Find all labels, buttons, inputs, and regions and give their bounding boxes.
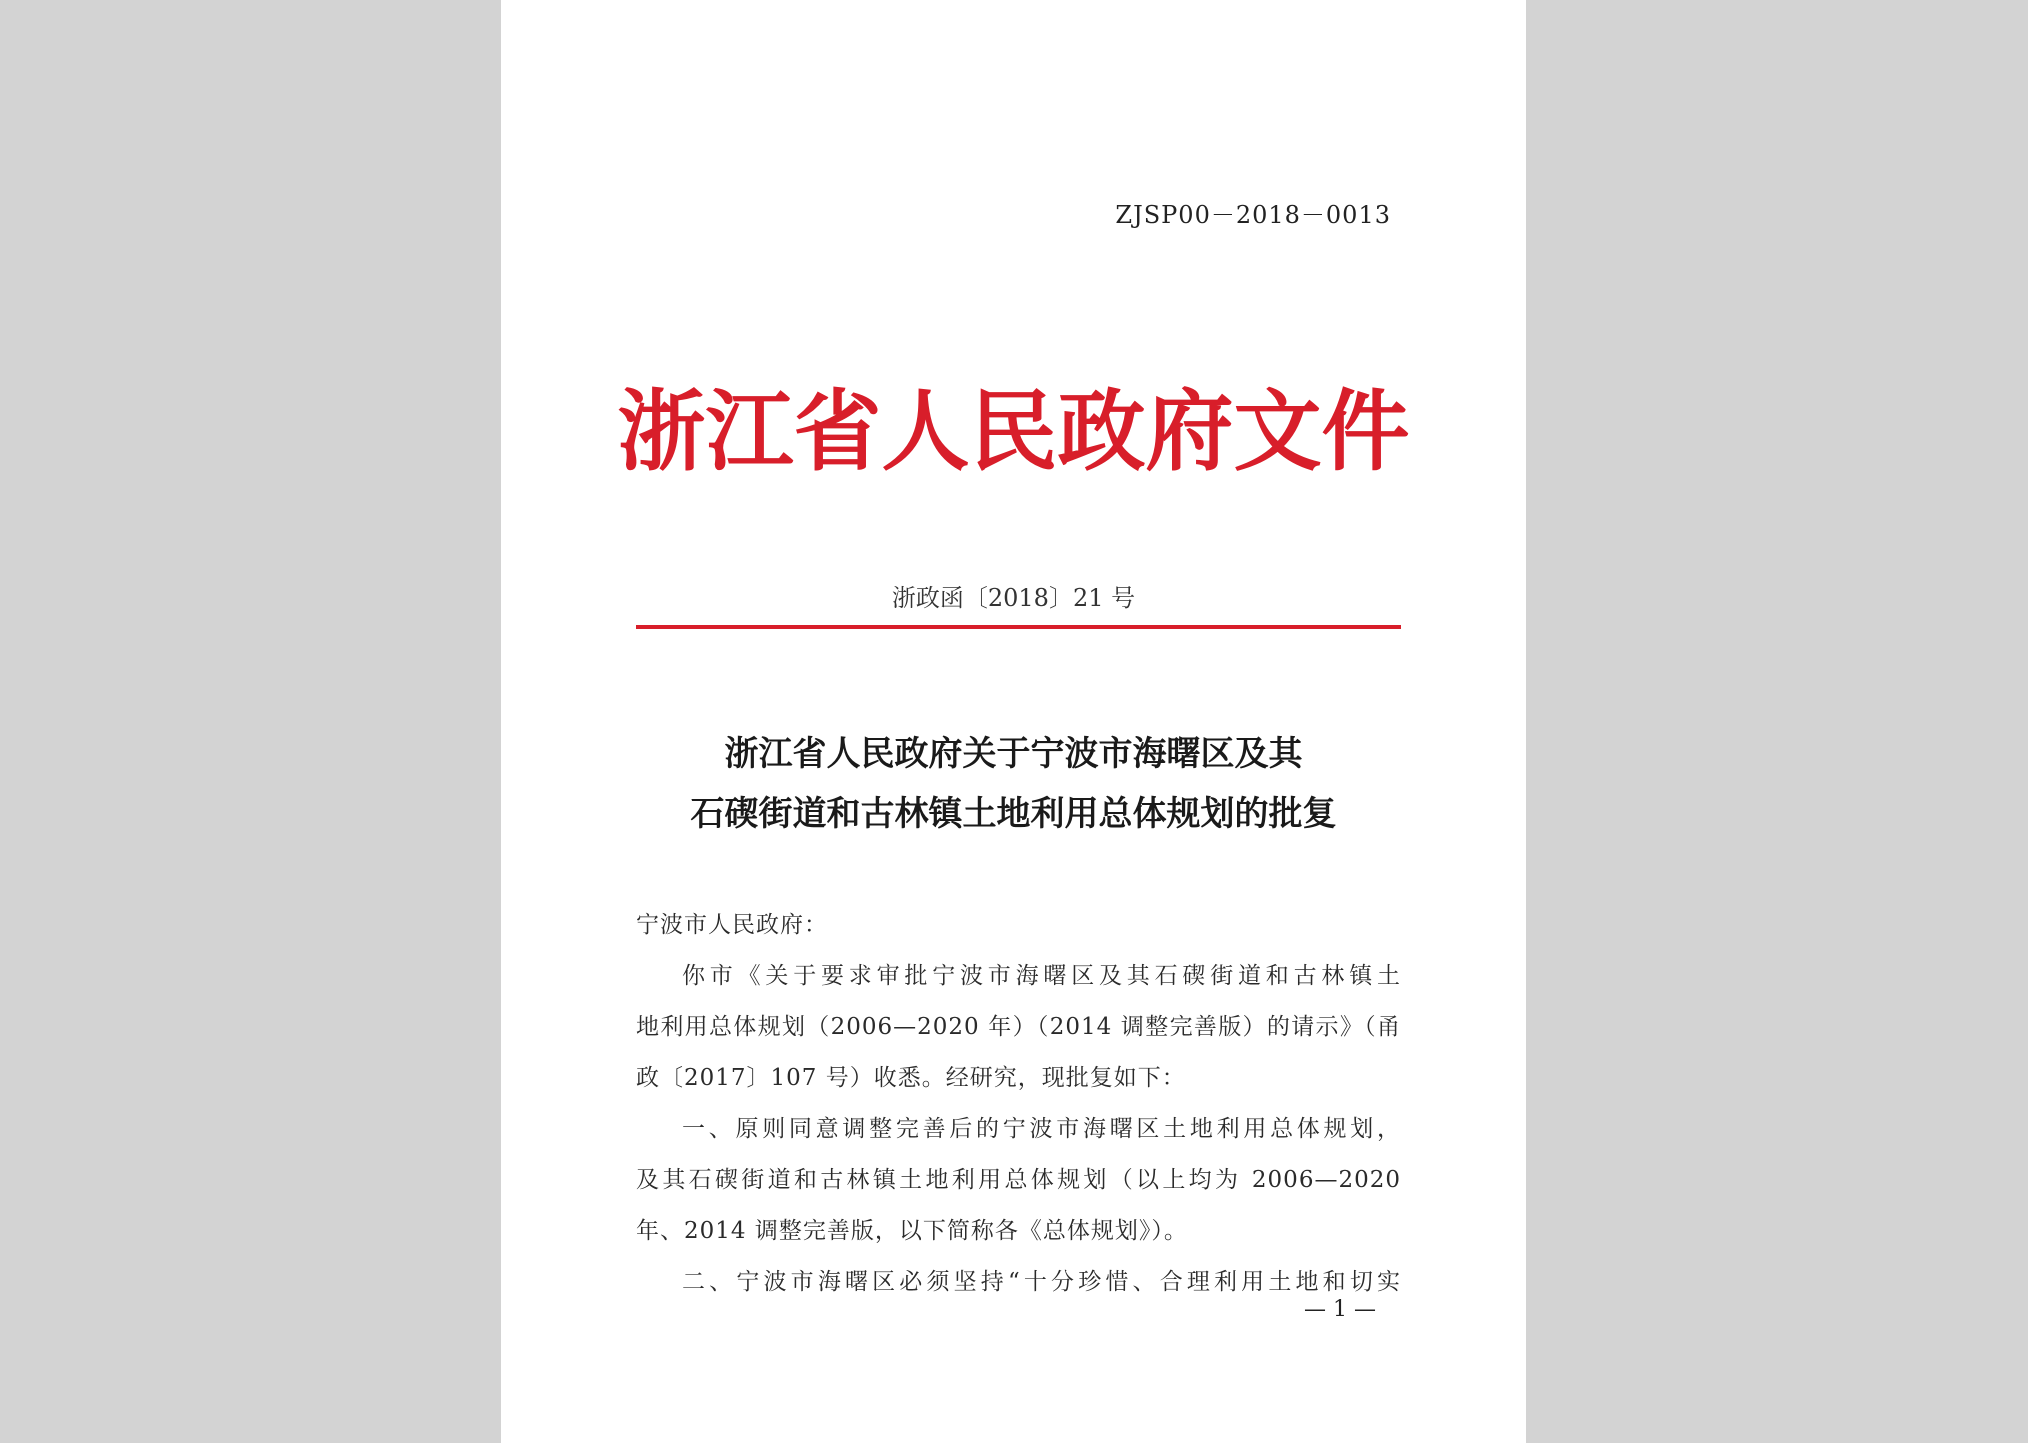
issue-number: 浙政函〔2018〕21 号 — [891, 584, 1136, 612]
red-divider-line — [636, 625, 1401, 629]
document-number: ZJSP00－2018－0013 — [1115, 201, 1391, 229]
document-title — [501, 724, 1526, 844]
body-line: 地利用总体规划（2006—2020 年）（2014 调整完善版）的请示》（甬 — [636, 1014, 1401, 1040]
body-line: 二、宁波市海曙区必须坚持“十分珍惜、合理利用土地和切实 — [682, 1269, 1401, 1295]
title-line-2: 石碶街道和古林镇土地利用总体规划的批复 — [690, 794, 1337, 834]
body-line: 你市《关于要求审批宁波市海曙区及其石碶街道和古林镇土 — [682, 963, 1401, 989]
title-line-1: 浙江省人民政府关于宁波市海曙区及其 — [724, 734, 1303, 774]
document-page — [501, 0, 1526, 1443]
body-line: 一、原则同意调整完善后的宁波市海曙区土地利用总体规划， — [682, 1116, 1401, 1142]
page-number: — 1 — — [1304, 1297, 1376, 1322]
body-line: 年、2014 调整完善版，以下简称各《总体规划》）。 — [636, 1218, 1188, 1244]
salutation: 宁波市人民政府： — [636, 912, 828, 938]
red-masthead: 浙江省人民政府文件 — [617, 379, 1410, 483]
body-line: 及其石碶街道和古林镇土地利用总体规划（以上均为 2006—2020 — [636, 1167, 1401, 1193]
document-body — [636, 900, 1401, 1308]
body-line: 政〔2017〕107 号）收悉。经研究，现批复如下： — [636, 1065, 1186, 1091]
